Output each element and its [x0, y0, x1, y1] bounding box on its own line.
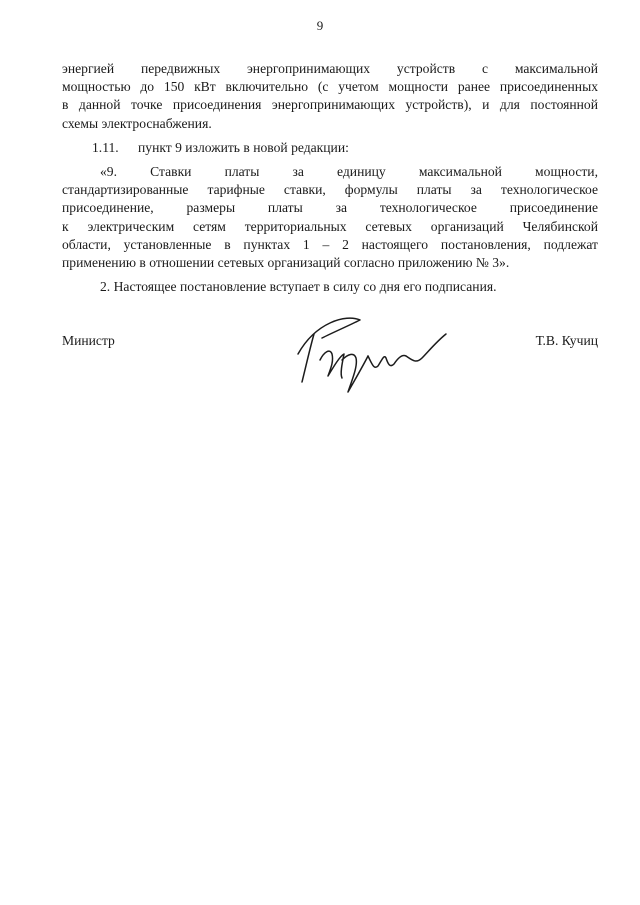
text-line: энергией передвижных энергопринимающих устройств с максимальной	[62, 61, 598, 76]
signature-block	[62, 330, 598, 400]
page-number: 9	[316, 18, 324, 33]
text-line: области, установленные в пунктах 1 – 2 настоящего постановления, подлежат	[62, 236, 598, 252]
signatory-title: Министр	[62, 333, 115, 348]
handwritten-signature-icon	[276, 308, 456, 396]
list-item-1-11	[62, 139, 598, 157]
list-item-text: пункт 9 изложить в новой редакции:	[138, 139, 349, 155]
text-line: присоединение, размеры платы за технологическое присоединение	[62, 200, 598, 216]
paragraph-continuation	[62, 60, 598, 133]
list-item-number: 1.11.	[92, 139, 119, 155]
signatory-name: Т.В. Кучиц	[535, 333, 598, 348]
text-line: к электрическим сетям территориальных сетевых организаций Челябинской	[62, 218, 598, 234]
quoted-clause-9	[62, 163, 598, 272]
text-line: схемы электроснабжения.	[62, 115, 212, 131]
document-body	[62, 60, 598, 296]
text-line: в данной точке присоединения энергопринимающих устройств), и для постоянной	[62, 97, 598, 113]
text-line: «9. Ставки платы за единицу максимальной мощности,	[100, 164, 598, 180]
text-line: стандартизированные тарифные ставки, формулы платы за технологическое	[62, 182, 598, 198]
text-line: применению в отношении сетевых организаций согласно приложению № 3».	[62, 255, 510, 271]
text-line: мощностью до 150 кВт включительно (с учетом мощности ранее присоединенных	[62, 79, 598, 95]
paragraph-entry-into-force: 2. Настоящее постановление вступает в силу со дня его подписания.	[100, 279, 497, 295]
